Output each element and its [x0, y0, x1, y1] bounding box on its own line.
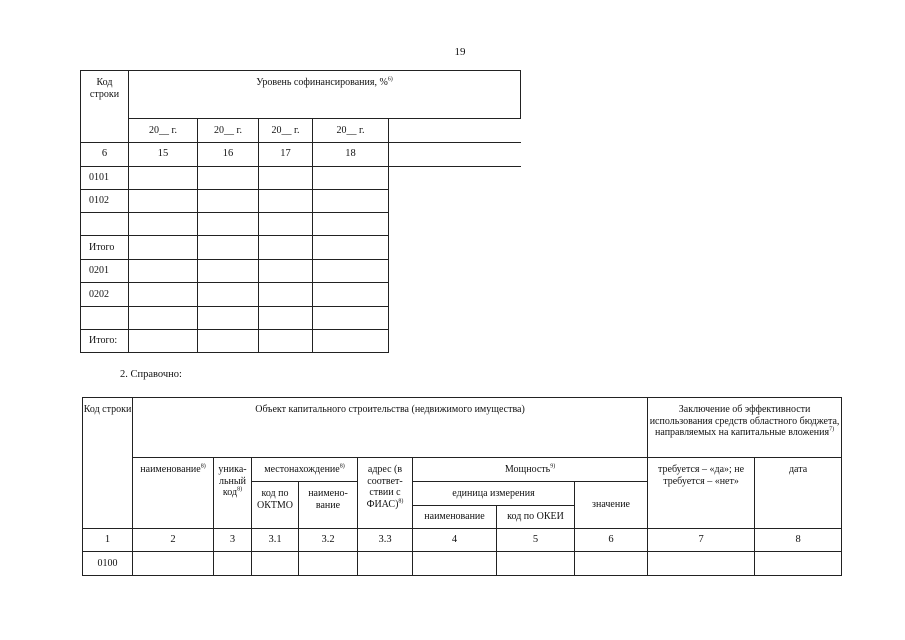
col-number: 17: [259, 143, 313, 167]
row-code: Итого:: [81, 330, 129, 353]
row-code: 0102: [81, 190, 129, 213]
empty-cell: [389, 260, 521, 283]
cell: [259, 167, 313, 190]
col-value: значение: [575, 482, 648, 529]
col-location: местонахождение$^{8)}$: [252, 458, 358, 482]
cell: [129, 260, 198, 283]
empty-cell: [389, 167, 521, 190]
col-oktmo: код по ОКТМО: [252, 482, 299, 529]
header-conclusion: Заключение об эффективности использования средств областного бюджета, направляемых на капитальные вложения$^{7)}$: [648, 398, 842, 458]
col-number: 3.2: [299, 529, 358, 552]
col-okei: код по ОКЕИ: [497, 506, 575, 529]
cell: [259, 190, 313, 213]
cell: [129, 307, 198, 330]
cell: [313, 330, 389, 353]
cell: [259, 330, 313, 353]
cell: [313, 307, 389, 330]
cell: [129, 283, 198, 307]
empty-cell: [389, 330, 521, 353]
row-code: 0100: [83, 552, 133, 576]
col-number: 3.1: [252, 529, 299, 552]
col-number: 8: [755, 529, 842, 552]
col-required: требуется – «да»; не требуется – «нет»: [648, 458, 755, 529]
header-cofinancing-level: Уровень софинансирования, %$^{6)}$: [129, 71, 521, 119]
col-number: 3.3: [358, 529, 413, 552]
col-capacity: Мощность$^{9)}$: [413, 458, 648, 482]
col-unit-name: наименование: [413, 506, 497, 529]
cell: [259, 260, 313, 283]
col-number: 2: [133, 529, 214, 552]
col-address: адрес (в соответ-ствии с ФИАС)$^{8)}$: [358, 458, 413, 529]
row-code: 0101: [81, 167, 129, 190]
col-unit: единица измерения: [413, 482, 575, 506]
cell: [129, 213, 198, 236]
cell: [129, 190, 198, 213]
cell: [313, 213, 389, 236]
row-code: [81, 213, 129, 236]
year-header: 20__ г.: [259, 119, 313, 143]
col-number: 15: [129, 143, 198, 167]
table-row: [81, 330, 521, 353]
empty-cell: [389, 119, 521, 143]
cell: [198, 283, 259, 307]
table-row: [81, 307, 521, 330]
cell: [755, 552, 842, 576]
cell: [313, 167, 389, 190]
cell: [129, 236, 198, 260]
col-date: дата: [755, 458, 842, 529]
empty-cell: [389, 213, 521, 236]
cell: [259, 213, 313, 236]
col-number: 5: [497, 529, 575, 552]
table-row: [81, 190, 521, 213]
cell: [129, 330, 198, 353]
row-code: [81, 307, 129, 330]
cell: [313, 190, 389, 213]
cell: [358, 552, 413, 576]
cell: [198, 260, 259, 283]
cell: [198, 213, 259, 236]
year-header: 20__ г.: [313, 119, 389, 143]
header-code: Код строки: [83, 398, 133, 529]
table-row: [81, 260, 521, 283]
cell: [648, 552, 755, 576]
year-header: 20__ г.: [198, 119, 259, 143]
empty-cell: [389, 307, 521, 330]
col-number: 6: [575, 529, 648, 552]
header-object: Объект капитального строительства (недвижимого имущества): [133, 398, 648, 458]
col-number: 16: [198, 143, 259, 167]
row-code: Итого: [81, 236, 129, 260]
table-row: [81, 236, 521, 260]
row-code: 0202: [81, 283, 129, 307]
row-code: 0201: [81, 260, 129, 283]
cell: [313, 283, 389, 307]
empty-cell: [389, 283, 521, 307]
cell: [313, 260, 389, 283]
cell: [259, 283, 313, 307]
year-header: 20__ г.: [129, 119, 198, 143]
cell: [133, 552, 214, 576]
table-row: [83, 552, 842, 576]
cell: [313, 236, 389, 260]
cell: [252, 552, 299, 576]
col-number: 4: [413, 529, 497, 552]
empty-cell: [389, 190, 521, 213]
header-code: Код строки: [81, 71, 129, 143]
cell: [198, 190, 259, 213]
empty-cell: [389, 236, 521, 260]
page-number: 19: [454, 46, 466, 58]
cell: [214, 552, 252, 576]
cell: [198, 307, 259, 330]
cofinancing-table: [80, 70, 521, 353]
col-number: 6: [81, 143, 129, 167]
col-name: наименование$^{8)}$: [133, 458, 214, 529]
table-row: [81, 283, 521, 307]
col-unique-code: уника-льный код$^{8)}$: [214, 458, 252, 529]
col-number: 7: [648, 529, 755, 552]
cell: [259, 307, 313, 330]
cell: [413, 552, 497, 576]
cell: [198, 167, 259, 190]
col-location-name: наимено-вание: [299, 482, 358, 529]
cell: [575, 552, 648, 576]
col-number: 18: [313, 143, 389, 167]
col-number: 3: [214, 529, 252, 552]
cell: [129, 167, 198, 190]
cell: [259, 236, 313, 260]
reference-table: [82, 397, 842, 576]
cell: [497, 552, 575, 576]
cell: [198, 330, 259, 353]
table-row: [81, 213, 521, 236]
cell: [198, 236, 259, 260]
section-label: 2. Справочно:: [120, 369, 182, 380]
empty-cell: [389, 143, 521, 167]
cell: [299, 552, 358, 576]
col-number: 1: [83, 529, 133, 552]
table-row: [81, 167, 521, 190]
